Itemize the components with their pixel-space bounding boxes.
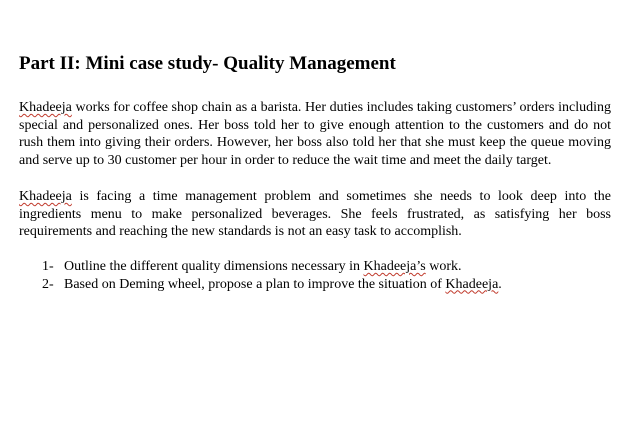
paragraph-2-text: is facing a time management problem and sometimes she needs to look deep into the ingredients menu to make personalized beverages. She feels frustrated, as satisfying her boss requirements and reaching the new standards is not an easy task to accomplish. [19, 189, 611, 239]
question-item-1 [42, 258, 502, 276]
questions-list [42, 258, 502, 293]
name-spellcheck-word: Khadeeja [19, 189, 72, 204]
name-spellcheck-word: Khadeeja [19, 100, 72, 115]
question-text: Outline the different quality dimensions necessary in [64, 259, 364, 274]
question-number: 1- [42, 259, 54, 274]
case-study-heading: Part II: Mini case study- Quality Management [19, 53, 396, 74]
question-number: 2- [42, 276, 54, 292]
name-spellcheck-word: Khadeeja [445, 276, 499, 292]
question-text: Based on Deming wheel, propose a plan to improve the situation of [64, 276, 446, 292]
question-text-end: . [498, 276, 502, 292]
paragraph-1-text: works for coffee shop chain as a barista. Her duties includes taking customers’ orders including special and personalized ones. Her boss told her to give enough attention to the customers and do not rush them into giving their orders. However, her boss also told her that she must keep the queue moving and serve up to 30 customer per hour in order to reduce the wait time and meet the daily target. [19, 100, 611, 168]
name-spellcheck-word: Khadeeja’s [363, 259, 426, 274]
case-paragraph-1 [19, 99, 611, 169]
case-paragraph-2 [19, 188, 611, 241]
question-text-end: work. [425, 259, 462, 274]
question-item-2 [42, 276, 502, 294]
